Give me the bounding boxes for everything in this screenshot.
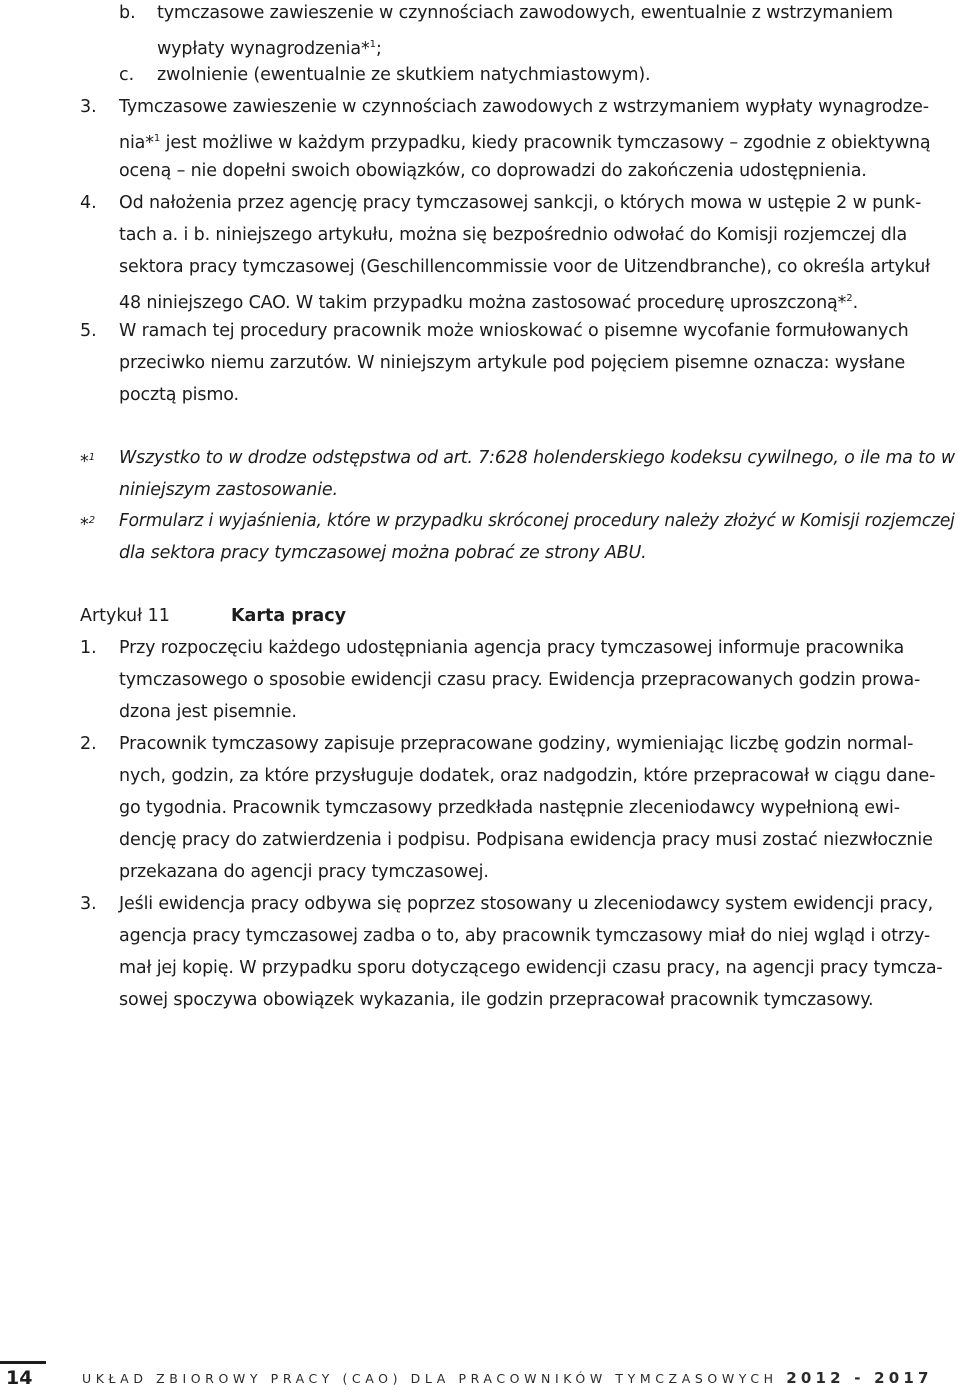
article-paragraph-3-line1: Jeśli ewidencja pracy odbywa się poprzez stosowany u zleceniodawcy system ewidencji pracy, <box>119 894 934 914</box>
article-label: Artykuł 11 <box>80 606 170 626</box>
article-paragraph-3-number: 3. <box>80 894 97 914</box>
text: wypłaty wynagrodzenia* <box>157 39 370 59</box>
text: * <box>80 515 89 535</box>
article-paragraph-2-line3: go tygodnia. Pracownik tymczasowy przedkłada następnie zleceniodawcy wypełnioną ewi- <box>119 798 900 818</box>
paragraph-4-line4 <box>119 288 858 314</box>
paragraph-3-line1: Tymczasowe zawieszenie w czynnościach zawodowych z wstrzymaniem wypłaty wynagrodze- <box>119 97 929 117</box>
list-marker-c: c. <box>119 65 135 85</box>
text: jest możliwe w każdym przypadku, kiedy pracownik tymczasowy – zgodnie z obiektywną <box>160 133 931 153</box>
footnote-2-line1: Formularz i wyjaśnienia, które w przypadku skróconej procedury należy złożyć w Komisji rozjemczej <box>119 511 955 531</box>
article-paragraph-1-line2: tymczasowego o sposobie ewidencji czasu pracy. Ewidencja przepracowanych godzin prowa- <box>119 670 921 690</box>
list-item-b-line2 <box>157 34 382 60</box>
running-footer <box>82 1368 933 1389</box>
article-paragraph-1-number: 1. <box>80 638 97 658</box>
paragraph-5-line3: pocztą pismo. <box>119 385 239 405</box>
page-number: 14 <box>6 1367 33 1389</box>
footnote-1-marker <box>80 447 95 473</box>
article-paragraph-2-number: 2. <box>80 734 97 754</box>
footnote-1-line2: niniejszym zastosowanie. <box>119 480 338 500</box>
paragraph-3-number: 3. <box>80 97 97 117</box>
text: nia* <box>119 133 154 153</box>
footnote-2-line2: dla sektora pracy tymczasowej można pobrać ze strony ABU. <box>119 543 647 563</box>
paragraph-4-number: 4. <box>80 193 97 213</box>
paragraph-5-line1: W ramach tej procedury pracownik może wnioskować o pisemne wycofanie formułowanych <box>119 321 909 341</box>
article-paragraph-3-line2: agencja pracy tymczasowej zadba o to, aby pracownik tymczasowy miał do niej wgląd i otrzy- <box>119 926 931 946</box>
article-title: Karta pracy <box>231 606 347 626</box>
list-marker-b: b. <box>119 3 136 23</box>
paragraph-3-line2 <box>119 128 930 154</box>
text: 48 niniejszego CAO. W takim przypadku można zastosować procedurę uproszczoną* <box>119 293 847 313</box>
footnote-number: 1 <box>88 452 96 463</box>
list-item-c-line1: zwolnienie (ewentualnie ze skutkiem natychmiastowym). <box>157 65 651 85</box>
paragraph-4-line1: Od nałożenia przez agencję pracy tymczasowej sankcji, o których mowa w ustępie 2 w punk- <box>119 193 922 213</box>
article-paragraph-3-line4: sowej spoczywa obowiązek wykazania, ile godzin przepracował pracownik tymczasowy. <box>119 990 874 1010</box>
article-paragraph-2-line2: nych, godzin, za które przysługuje dodatek, oraz nadgodzin, które przepracował w ciągu dane- <box>119 766 936 786</box>
list-item-b-line1: tymczasowe zawieszenie w czynnościach zawodowych, ewentualnie z wstrzymaniem <box>157 3 893 23</box>
text: . <box>852 293 859 313</box>
article-paragraph-2-line4: dencję pracy do zatwierdzenia i podpisu. Podpisana ewidencja pracy musi zostać niezwłocznie <box>119 830 933 850</box>
footnote-2-marker <box>80 510 95 536</box>
footnote-ref: 1 <box>153 133 161 144</box>
text: * <box>80 452 89 472</box>
article-paragraph-3-line3: mał jej kopię. W przypadku sporu dotyczącego ewidencji czasu pracy, na agencji pracy tymcza- <box>119 958 943 978</box>
article-paragraph-1-line1: Przy rozpoczęciu każdego udostępniania agencja pracy tymczasowej informuje pracownika <box>119 638 905 658</box>
footer-years: 2012 - 2017 <box>786 1369 933 1387</box>
paragraph-4-line2: tach a. i b. niniejszego artykułu, można się bezpośrednio odwołać do Komisji rozjemczej dla <box>119 225 908 245</box>
footnote-ref: 1 <box>369 39 376 50</box>
footnote-ref: 2 <box>846 293 853 304</box>
article-paragraph-1-line3: dzona jest pisemnie. <box>119 702 297 722</box>
paragraph-4-line3: sektora pracy tymczasowej (Geschillencommissie voor de Uitzendbranche), co określa artykuł <box>119 257 930 277</box>
article-paragraph-2-line1: Pracownik tymczasowy zapisuje przepracowane godziny, wymieniając liczbę godzin normal- <box>119 734 914 754</box>
footer-rule <box>0 1361 46 1364</box>
footnote-number: 2 <box>88 515 96 526</box>
article-paragraph-2-line5: przekazana do agencji pracy tymczasowej. <box>119 862 489 882</box>
paragraph-5-line2: przeciwko niemu zarzutów. W niniejszym artykule pod pojęciem pisemne oznacza: wysłane <box>119 353 906 373</box>
text: ; <box>375 39 382 59</box>
footer-title: UKŁAD ZBIOROWY PRACY (CAO) DLA PRACOWNIKÓW TYMCZASOWYCH <box>82 1371 778 1386</box>
paragraph-3-line3: oceną – nie dopełni swoich obowiązków, co doprowadzi do zakończenia udostępnienia. <box>119 161 867 181</box>
footnote-1-line1: Wszystko to w drodze odstępstwa od art. 7:628 holenderskiego kodeksu cywilnego, o ile ma to w <box>119 448 955 468</box>
paragraph-5-number: 5. <box>80 321 97 341</box>
